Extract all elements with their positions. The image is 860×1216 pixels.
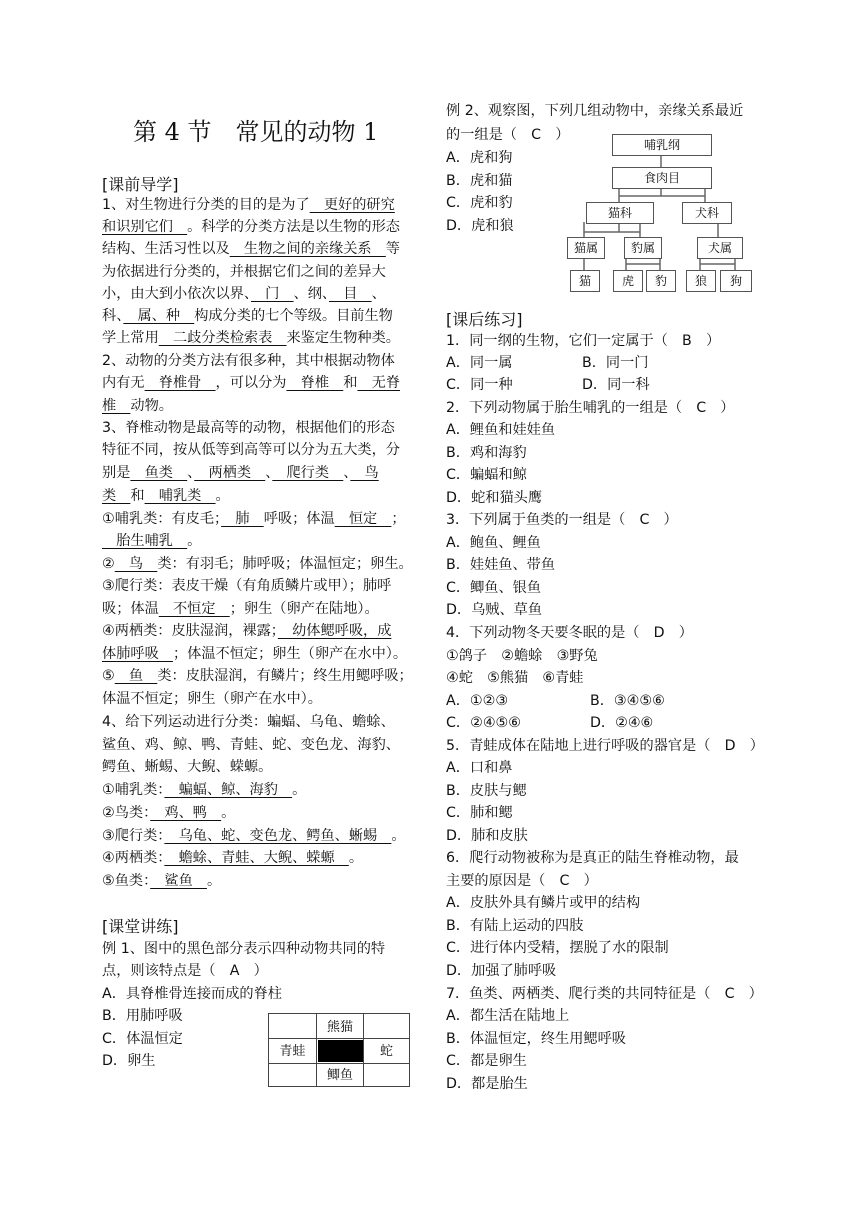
grid-left: 青蛙 [279, 1044, 306, 1059]
tree-leaf-wolf: 狼 [686, 270, 716, 292]
tree-node-order: 食肉目 [612, 167, 712, 189]
ex2-option-b: B．虎和猫 [446, 173, 513, 189]
tree-node-genus-leopard: 豹属 [624, 237, 662, 259]
after-heading: [课后练习] [446, 310, 523, 329]
tree-leaf-dog: 狗 [720, 270, 752, 292]
tree-connectors [0, 0, 1, 1]
ex2-option-c: C．虎和豹 [446, 195, 513, 211]
tree-node-class: 哺乳纲 [612, 134, 712, 156]
animal-cross-grid [268, 1013, 410, 1087]
pre-heading: [课前导学] [102, 175, 179, 194]
grid-right: 蛇 [379, 1044, 393, 1059]
tree-leaf-leopard: 豹 [646, 270, 676, 292]
ex1-option-c: C．体温恒定 [102, 1031, 183, 1047]
tree-node-family-dog: 犬科 [682, 202, 732, 224]
tree-node-genus-dog: 犬属 [697, 237, 743, 259]
ex1-option-b: B．用肺呼吸 [102, 1008, 183, 1024]
tree-leaf-tiger: 虎 [613, 270, 643, 292]
grid-bottom: 鲫鱼 [326, 1068, 353, 1083]
grid-shared-feature [318, 1040, 363, 1062]
ex2-option-a: A．虎和狗 [446, 150, 513, 166]
tree-leaf-cat: 猫 [570, 270, 600, 292]
grid-top: 熊猫 [326, 1020, 353, 1035]
class-heading: [课堂讲练] [102, 917, 179, 936]
ex1-option-a: A．具脊椎骨连接而成的脊柱 [102, 986, 282, 1002]
page-title: 第 4 节 常见的动物 1 [133, 118, 379, 146]
tree-node-genus-cat: 猫属 [567, 237, 605, 259]
tree-node-family-cat: 猫科 [586, 202, 654, 224]
ex1-option-d: D．卵生 [102, 1053, 156, 1069]
ex2-option-d: D．虎和狼 [446, 218, 514, 234]
